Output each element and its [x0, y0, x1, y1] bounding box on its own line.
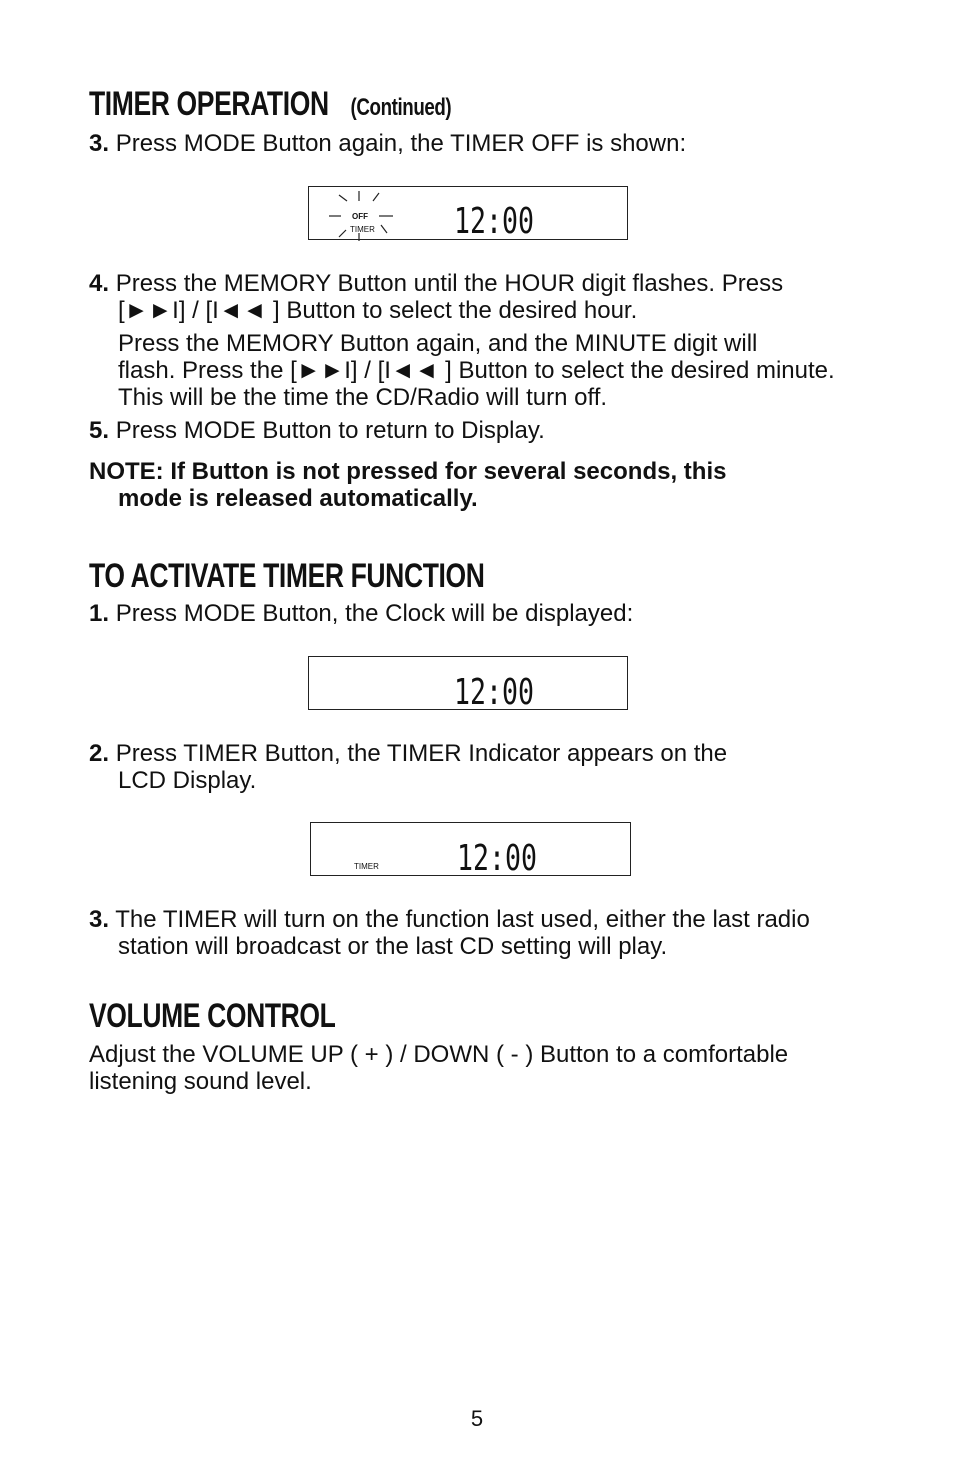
lcd-time: 12:00: [454, 672, 534, 711]
note-line-1: NOTE: If Button is not pressed for several seconds, this: [89, 458, 727, 485]
activate-step-3-line-2: station will broadcast or the last CD setting will play.: [118, 933, 668, 960]
timer-label: TIMER: [350, 225, 375, 234]
step-4-line-5: This will be the time the CD/Radio will turn off.: [118, 384, 608, 411]
lcd-display-timer-off: [308, 186, 628, 240]
step-4-line-3: Press the MEMORY Button again, and the MINUTE digit will: [118, 330, 758, 357]
timer-label: TIMER: [354, 862, 379, 871]
volume-line-2: listening sound level.: [89, 1068, 312, 1095]
section-title-timer-operation: TIMER OPERATION (Continued): [89, 85, 452, 123]
section-title-volume-control: VOLUME CONTROL: [89, 997, 336, 1035]
volume-line-1: Adjust the VOLUME UP ( + ) / DOWN ( - ) Button to a comfortable: [89, 1041, 789, 1068]
activate-step-2-line-1: 2. Press TIMER Button, the TIMER Indicator appears on the: [89, 740, 728, 767]
page-number: 5: [470, 1406, 484, 1431]
flash-rays-icon: [309, 187, 629, 241]
step-4-line-4: flash. Press the [►►I] / [I◄◄ ] Button to select the desired minute.: [118, 357, 835, 384]
lcd-display-clock: [308, 656, 628, 710]
lcd-display-timer-on: [310, 822, 631, 876]
lcd-time: 12:00: [454, 201, 534, 241]
step-5-text: 5. Press MODE Button to return to Display.: [89, 417, 545, 444]
note-line-2: mode is released automatically.: [118, 485, 478, 512]
lcd-time: 12:00: [457, 838, 537, 877]
step-3-text: 3. Press MODE Button again, the TIMER OFF is shown:: [89, 130, 687, 157]
activate-step-1-text: 1. Press MODE Button, the Clock will be displayed:: [89, 600, 634, 627]
activate-step-3-line-1: 3. The TIMER will turn on the function last used, either the last radio: [89, 906, 810, 933]
activate-step-2-line-2: LCD Display.: [118, 767, 257, 794]
step-4-line-1: 4. Press the MEMORY Button until the HOUR digit flashes. Press: [89, 270, 784, 297]
section-subtitle: (Continued): [350, 94, 452, 121]
off-label: OFF: [352, 212, 368, 221]
step-4-line-2: [►►I] / [I◄◄ ] Button to select the desired hour.: [118, 297, 638, 324]
section-title-activate-timer: TO ACTIVATE TIMER FUNCTION: [89, 557, 485, 595]
